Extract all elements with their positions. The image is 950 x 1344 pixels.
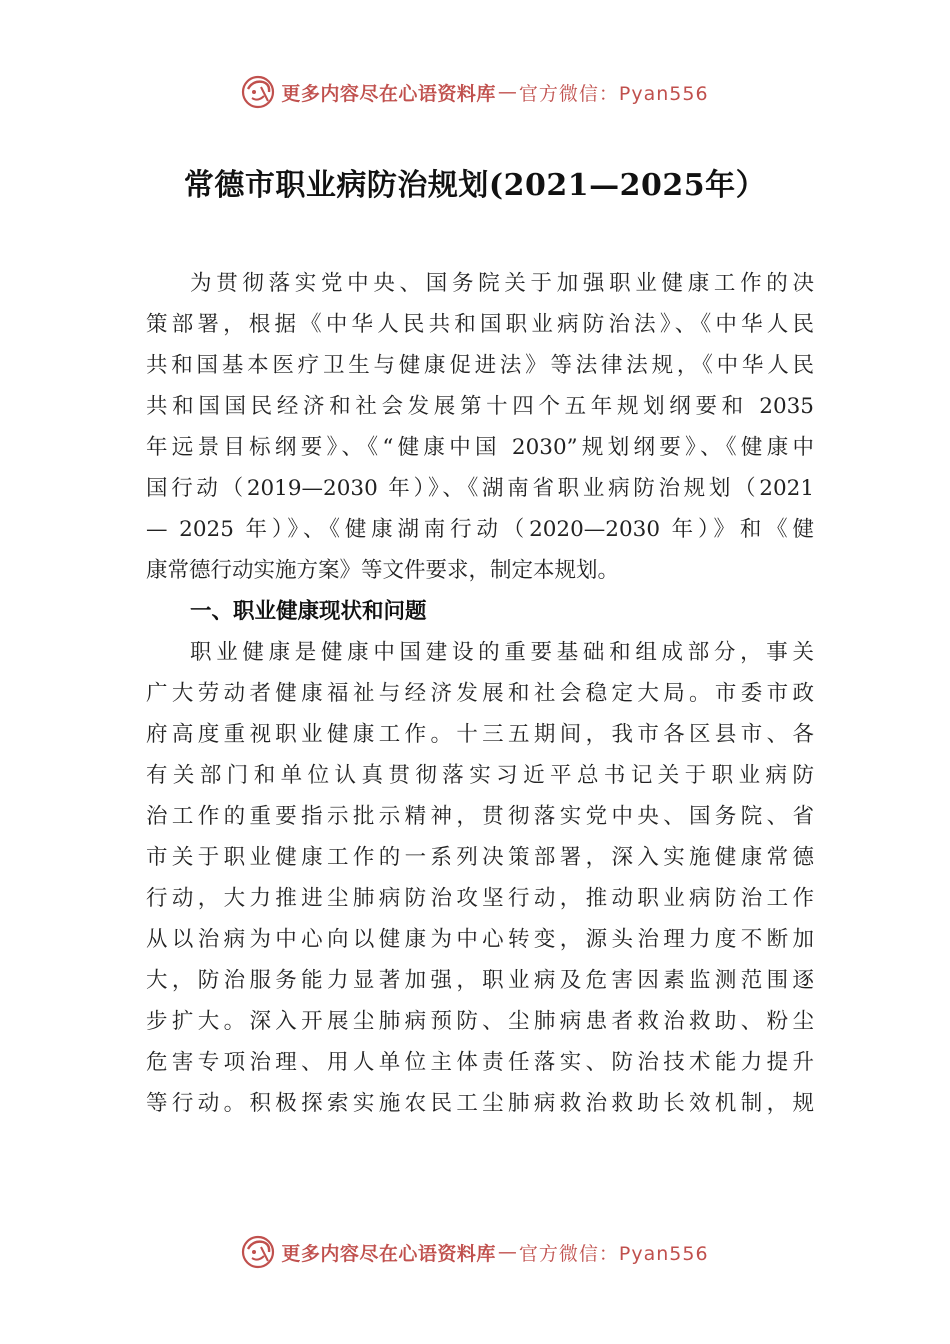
intro-line-4: 共和国国民经济和社会发展第十四个五年规划纲要和 2035 <box>146 394 814 419</box>
watermark-contact: 官方微信：Pyan556 <box>518 1242 709 1265</box>
intro-line-2: 策部署，根据《中华人民共和国职业病防治法》、《中华人民 <box>146 312 814 337</box>
section-line-1: 职业健康是健康中国建设的重要基础和组成部分，事关 <box>190 640 814 665</box>
intro-line-1: 为贯彻落实党中央、国务院关于加强职业健康工作的决 <box>190 271 814 296</box>
section-line-11: 危害专项治理、用人单位主体责任落实、防治技术能力提升 <box>146 1050 814 1075</box>
cartoon-head-logo-icon <box>241 75 275 109</box>
section-line-12: 等行动。积极探索实施农民工尘肺病救治救助长效机制，规 <box>146 1091 814 1116</box>
section-line-5: 治工作的重要指示批示精神，贯彻落实党中央、国务院、省 <box>146 804 814 829</box>
intro-line-8: 康常德行动实施方案》等文件要求，制定本规划。 <box>146 558 620 583</box>
section-line-6: 市关于职业健康工作的一系列决策部署，深入实施健康常德 <box>146 845 814 870</box>
intro-line-5: 年远景目标纲要》、《“健康中国 2030”规划纲要》、《健康中 <box>146 435 814 460</box>
watermark-footer <box>0 1232 950 1272</box>
watermark-separator: — <box>497 81 517 103</box>
section-line-2: 广大劳动者健康福祉与经济发展和社会稳定大局。市委市政 <box>146 681 814 706</box>
section-line-7: 行动，大力推进尘肺病防治攻坚行动，推动职业病防治工作 <box>146 886 814 911</box>
watermark-separator: — <box>497 1241 517 1263</box>
section-line-10: 步扩大。深入开展尘肺病预防、尘肺病患者救治救助、粉尘 <box>146 1009 814 1034</box>
document-title: 常德市职业病防治规划(2021—2025年） <box>183 168 767 203</box>
section-heading: 一、职业健康现状和问题 <box>190 599 427 624</box>
watermark-contact: 官方微信：Pyan556 <box>518 82 709 105</box>
cartoon-head-logo-icon <box>241 1235 275 1269</box>
watermark-header <box>0 72 950 112</box>
intro-line-3: 共和国基本医疗卫生与健康促进法》等法律法规，《中华人民 <box>146 353 814 378</box>
section-line-4: 有关部门和单位认真贯彻落实习近平总书记关于职业病防 <box>146 763 814 788</box>
intro-line-7: — 2025 年）》、《健康湖南行动（2020—2030 年）》和《健 <box>146 517 814 542</box>
intro-line-6: 国行动（2019—2030 年）》、《湖南省职业病防治规划（2021 <box>146 476 814 501</box>
watermark-text: 更多内容尽在心语资料库 <box>281 82 496 105</box>
section-line-9: 大，防治服务能力显著加强，职业病及危害因素监测范围逐 <box>146 968 814 993</box>
section-line-8: 从以治病为中心向以健康为中心转变，源头治理力度不断加 <box>146 927 814 952</box>
document-body <box>146 263 814 1124</box>
section-line-3: 府高度重视职业健康工作。十三五期间，我市各区县市、各 <box>146 722 814 747</box>
watermark-text: 更多内容尽在心语资料库 <box>281 1242 496 1265</box>
